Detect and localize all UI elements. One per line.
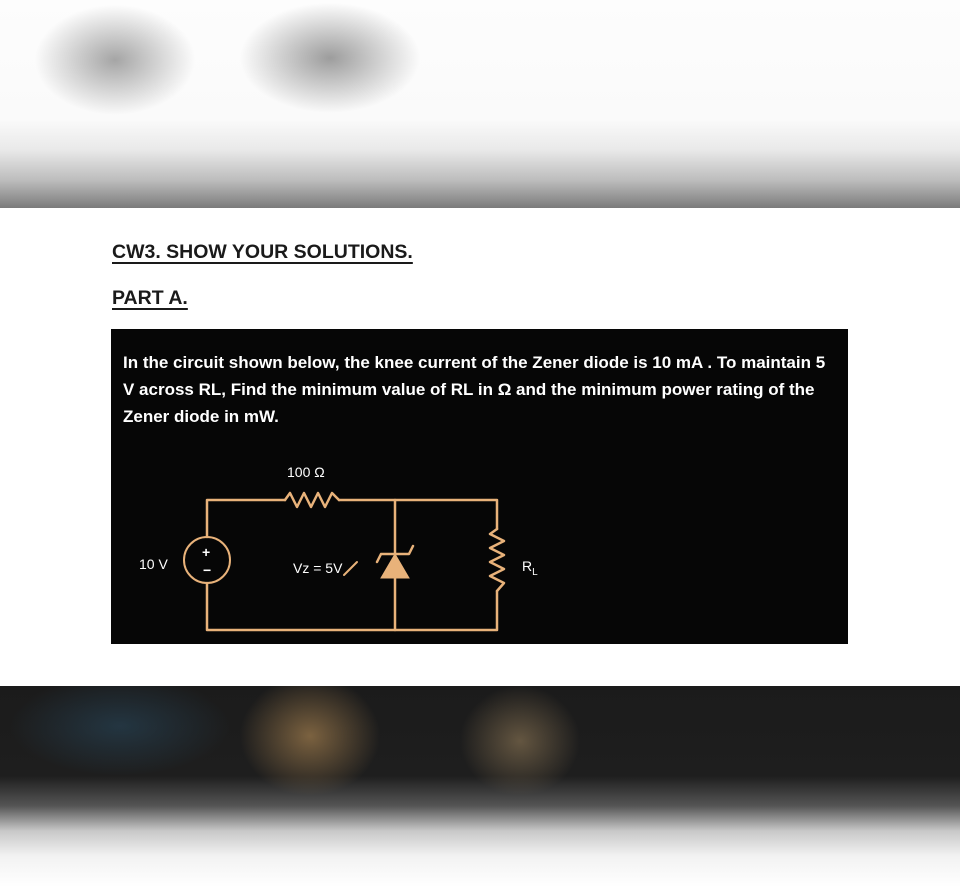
zener-diode: [381, 554, 409, 578]
document-title: CW3. SHOW YOUR SOLUTIONS.: [112, 241, 413, 263]
load-resistor: [490, 529, 504, 591]
load-label-arrow: [347, 555, 356, 561]
source-minus-sign: −: [203, 562, 212, 578]
load-label: $R_L$: [522, 558, 538, 578]
problem-panel: [111, 329, 848, 644]
zener-label-arrow: [344, 562, 357, 575]
source-plus-sign: +: [202, 544, 211, 560]
circuit-diagram: [111, 329, 848, 644]
source-label: 10 V: [139, 556, 168, 572]
blurred-top-background: [0, 0, 960, 210]
series-resistor: [285, 493, 339, 507]
document-page: [0, 208, 960, 686]
problem-statement: In the circuit shown below, the knee current of the Zener diode is 10 mA . To maintain 5 V across RL, Find the minimum value of RL in Ω and the minimum power rating of the Zener diode in mW.: [123, 353, 826, 426]
resistor-label: 100 Ω: [287, 464, 325, 480]
zener-label: Vz = 5V: [293, 560, 343, 576]
source-wire-bottom: [207, 583, 497, 630]
part-heading: PART A.: [112, 287, 188, 309]
top-wire: [207, 500, 497, 537]
blurred-bottom-background: [0, 686, 960, 887]
